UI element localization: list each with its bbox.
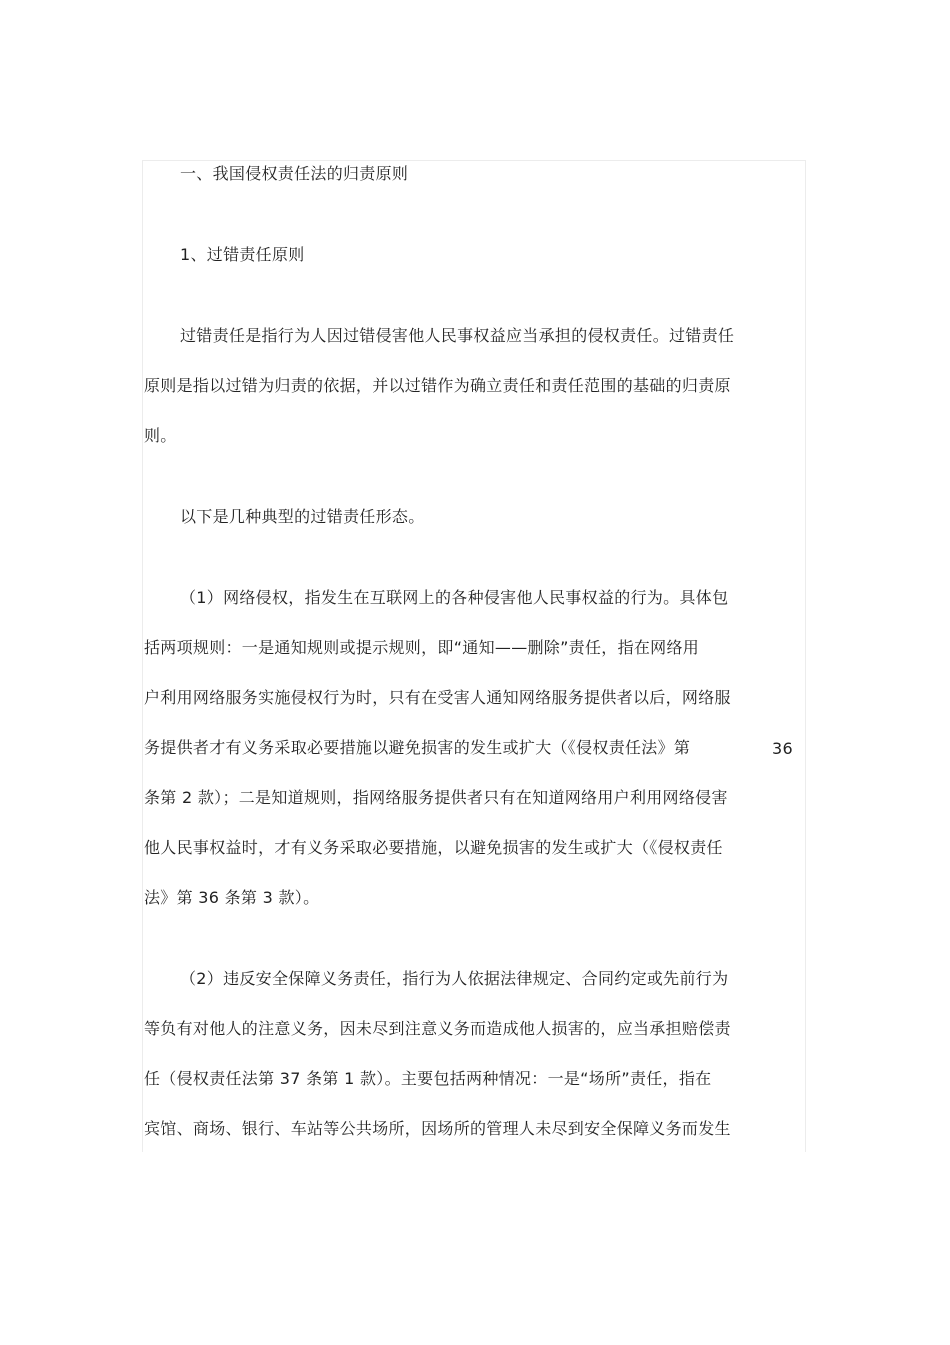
subsection-heading: 1、过错责任原则 — [180, 245, 305, 264]
paragraph-line: 过错责任是指行为人因过错侵害他人民事权益应当承担的侵权责任。过错责任 — [180, 326, 735, 345]
paragraph-line: 宾馆、商场、银行、车站等公共场所，因场所的管理人未尽到安全保障义务而发生 — [144, 1119, 731, 1138]
paragraph-line: 括两项规则：一是通知规则或提示规则，即“通知——删除”责任，指在网络用 — [144, 638, 700, 657]
paragraph-line: 则。 — [144, 426, 177, 445]
overflow-number: 36 — [772, 739, 793, 758]
paragraph-line: 务提供者才有义务采取必要措施以避免损害的发生或扩大（《侵权责任法》第 — [144, 738, 691, 757]
paragraph-line: 户利用网络服务实施侵权行为时，只有在受害人通知网络服务提供者以后，网络服 — [144, 688, 731, 707]
paragraph-line: 任（侵权责任法第 37 条第 1 款）。主要包括两种情况：一是“场所”责任，指在 — [144, 1069, 712, 1088]
paragraph-line: （2）违反安全保障义务责任，指行为人依据法律规定、合同约定或先前行为 — [180, 969, 729, 988]
paragraph-line: 他人民事权益时，才有义务采取必要措施，以避免损害的发生或扩大（《侵权责任 — [144, 838, 723, 857]
paragraph-line: 法》第 36 条第 3 款）。 — [144, 888, 320, 907]
section-heading: 一、我国侵权责任法的归责原则 — [180, 164, 409, 183]
paragraph-line: 条第 2 款）；二是知道规则，指网络服务提供者只有在知道网络用户利用网络侵害 — [144, 788, 728, 807]
paragraph-line: 原则是指以过错为归责的依据，并以过错作为确立责任和责任范围的基础的归责原 — [144, 376, 731, 395]
paragraph-line: （1）网络侵权，指发生在互联网上的各种侵害他人民事权益的行为。具体包 — [180, 588, 729, 607]
paragraph-line: 以下是几种典型的过错责任形态。 — [180, 507, 425, 526]
paragraph-line: 等负有对他人的注意义务，因未尽到注意义务而造成他人损害的，应当承担赔偿责 — [144, 1019, 731, 1038]
